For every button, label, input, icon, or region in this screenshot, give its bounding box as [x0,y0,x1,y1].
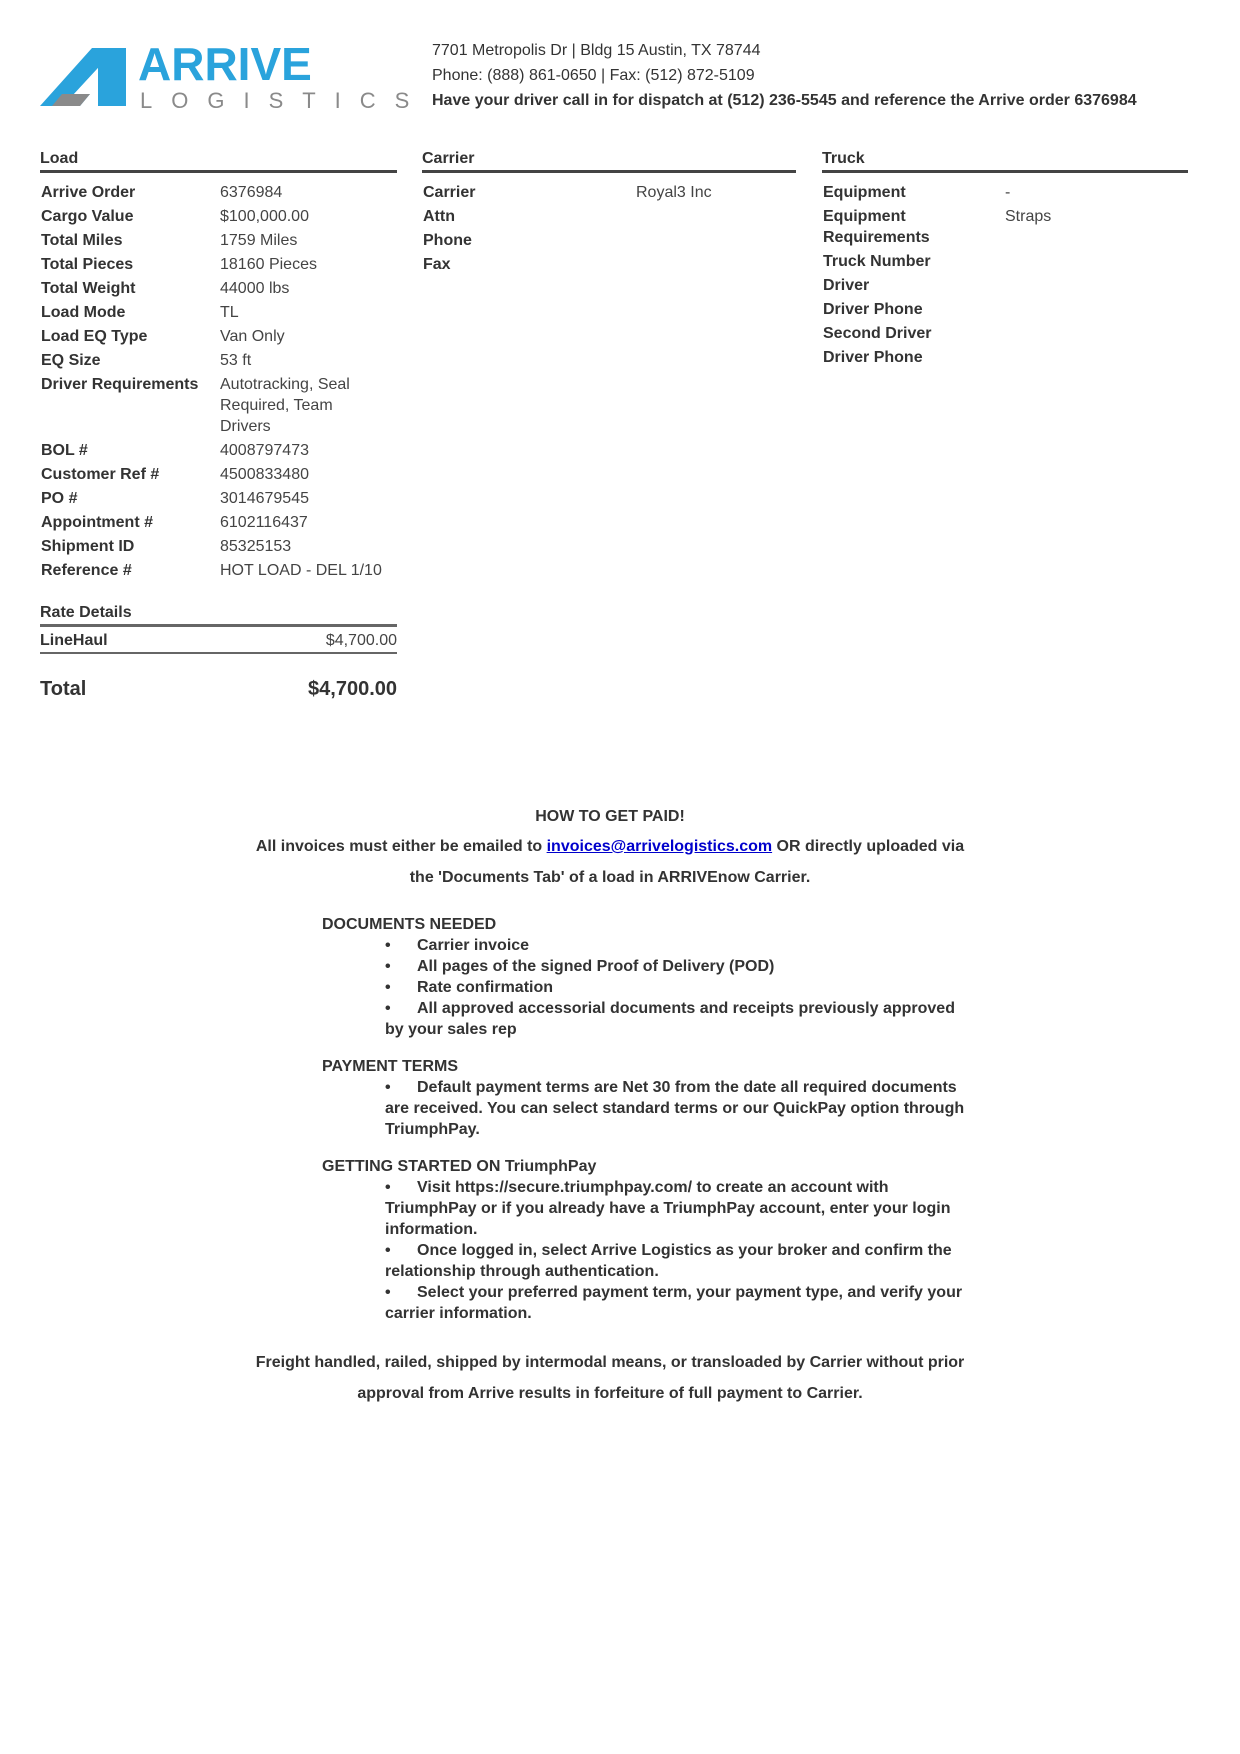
carrier-value: Royal3 Inc [636,184,712,201]
carrier-section-title: Carrier [422,150,796,173]
doc-item-text: All pages of the signed Proof of Delivery (POD) [417,958,775,975]
load-label: Total Weight [41,280,136,297]
linehaul-label: LineHaul [40,632,108,649]
truck-label: Equipment Requirements [823,208,930,246]
truck-label: Second Driver [823,325,932,342]
forfeiture-note-line2: approval from Arrive results in forfeiture of full payment to Carrier. [357,1385,863,1402]
started-item-text: Visit https://secure.triumphpay.com/ to create an account with TriumphPay or if you already have a TriumphPay account, enter your login information. [385,1179,951,1238]
doc-item-text: Rate confirmation [417,979,554,996]
load-label: BOL # [41,442,88,459]
load-label: Arrive Order [41,184,136,201]
invoice-text-pre: All invoices must either be emailed to [255,838,547,855]
load-value: 44000 lbs [220,280,290,297]
truck-label: Driver Phone [823,301,923,318]
carrier-label: Fax [423,256,451,273]
forfeiture-note-line1: Freight handled, railed, shipped by intermodal means, or transloaded by Carrier without prior [255,1354,965,1371]
load-value: 4500833480 [220,466,309,483]
load-value: 18160 Pieces [220,256,317,273]
load-label: Total Miles [41,232,123,249]
load-value: TL [220,304,239,321]
started-item: • Visit https://secure.triumphpay.com/ to create an account with TriumphPay or if you already have a TriumphPay account, enter your login information. [385,1179,951,1238]
truck-section-title: Truck [822,150,1188,173]
started-item: • Once logged in, select Arrive Logistics as your broker and confirm the relationship through authentication. [385,1242,952,1280]
load-label: PO # [41,490,78,507]
load-label: Driver Requirements [41,376,199,393]
terms-item-text: Default payment terms are Net 30 from the date all required documents are received. You can select standard terms or our QuickPay option through TriumphPay. [385,1079,965,1138]
truck-label: Equipment [823,184,906,201]
getting-started-title: GETTING STARTED ON TriumphPay [322,1158,597,1175]
load-label: Customer Ref # [41,466,160,483]
logo-text-sub: LOGISTICS [140,88,410,113]
load-label: Shipment ID [41,538,135,555]
load-value: 6376984 [220,184,283,201]
total-row [40,678,397,701]
load-label: Cargo Value [41,208,134,225]
company-phone-fax: Phone: (888) 861-0650 | Fax: (512) 872-5109 [432,67,755,84]
load-value: 53 ft [220,352,252,369]
invoice-email-link[interactable]: invoices@arrivelogistics.com [546,838,773,855]
truck-value: Straps [1005,208,1052,225]
doc-item-text: Carrier invoice [417,937,530,954]
carrier-label: Phone [423,232,472,249]
doc-item-text: All approved accessorial documents and receipts previously approved by your sales rep [385,1000,955,1038]
truck-value: - [1005,184,1011,201]
invoice-instructions-line2: the 'Documents Tab' of a load in ARRIVEnow Carrier. [409,869,811,886]
total-value: $4,700.00 [308,678,397,700]
truck-label: Driver [823,277,870,294]
load-value: 3014679545 [220,490,309,507]
load-label: Reference # [41,562,132,579]
load-label: Load EQ Type [41,328,148,345]
doc-item: • Rate confirmation [385,979,554,996]
truck-label: Truck Number [823,253,931,270]
load-value: 85325153 [220,538,292,555]
arrive-logo [40,44,410,114]
company-address: 7701 Metropolis Dr | Bldg 15 Austin, TX 78744 [432,42,761,59]
how-to-get-paid-heading: HOW TO GET PAID! [535,808,685,825]
invoice-instructions-line1 [240,838,980,856]
started-item-text: Select your preferred payment term, your payment type, and verify your carrier information. [385,1284,963,1322]
total-label: Total [40,678,87,700]
load-label: EQ Size [41,352,101,369]
load-value: $100,000.00 [220,208,309,225]
started-item: • Select your preferred payment term, your payment type, and verify your carrier information. [385,1284,963,1322]
rate-details-title: Rate Details [40,604,397,627]
payment-terms-title: PAYMENT TERMS [322,1058,459,1075]
load-label: Appointment # [41,514,153,531]
load-value: 4008797473 [220,442,309,459]
carrier-label: Attn [423,208,455,225]
load-value: Van Only [220,328,285,345]
doc-item: • All pages of the signed Proof of Delivery (POD) [385,958,775,975]
documents-needed-title: DOCUMENTS NEEDED [322,916,497,933]
truck-label: Driver Phone [823,349,923,366]
load-value: 1759 Miles [220,232,298,249]
doc-item: • All approved accessorial documents and receipts previously approved by your sales rep [385,1000,955,1038]
load-section-title: Load [40,150,397,173]
load-label: Total Pieces [41,256,134,273]
dispatch-note: Have your driver call in for dispatch at (512) 236-5545 and reference the Arrive order 6376984 [432,92,1137,109]
load-value: 6102116437 [220,514,308,531]
linehaul-row [40,632,397,654]
terms-item: • Default payment terms are Net 30 from the date all required documents are received. You can select standard terms or our QuickPay option through TriumphPay. [385,1079,965,1138]
linehaul-value: $4,700.00 [325,632,397,649]
arrive-logo-mark [40,44,410,114]
logo-text-main: ARRIVE [138,44,312,90]
load-value: Autotracking, Seal Required, Team Drivers [220,376,350,435]
carrier-label: Carrier [423,184,476,201]
invoice-text-post: OR directly uploaded via [772,838,965,855]
doc-item: • Carrier invoice [385,937,530,954]
started-item-text: Once logged in, select Arrive Logistics as your broker and confirm the relationship through authentication. [385,1242,952,1280]
load-value: HOT LOAD - DEL 1/10 [220,562,382,579]
load-label: Load Mode [41,304,126,321]
